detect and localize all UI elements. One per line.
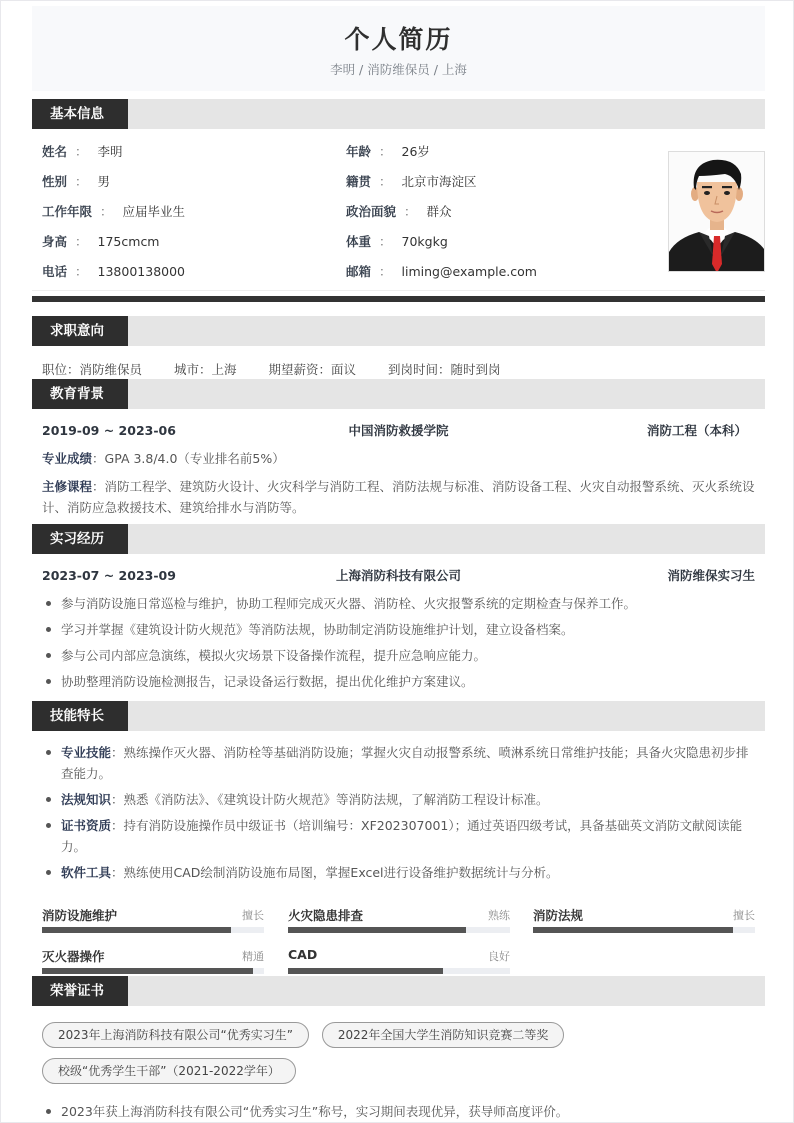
skill-bar-track [533, 927, 755, 933]
info-label: 工作年限 [42, 204, 93, 219]
skills-list [42, 742, 755, 888]
info-value: 群众 [426, 204, 452, 219]
education-school: 中国消防救援学院 [348, 423, 449, 438]
job-intent-row [42, 360, 529, 378]
skill-bar-name: 灭火器操作 [42, 949, 105, 964]
colon: ： [379, 234, 392, 249]
honor-chips [42, 1022, 755, 1094]
skill-bar-fill [288, 927, 466, 933]
info-label: 姓名 [42, 144, 68, 159]
skill-bar-level: 精通 [242, 950, 264, 963]
avatar-photo [668, 151, 765, 272]
skill-bar-fill [42, 927, 231, 933]
info-value: 26岁 [401, 144, 430, 159]
info-name [42, 144, 123, 160]
colon: ： [100, 204, 113, 219]
info-political-status [346, 204, 452, 220]
colon: ： [75, 234, 88, 249]
info-label: 身高 [42, 234, 68, 249]
internship-company: 上海消防科技有限公司 [335, 568, 461, 583]
page-subtitle: 李明 / 消防维保员 / 上海 [330, 62, 467, 77]
info-hometown [346, 174, 477, 190]
info-gender [42, 174, 110, 190]
section-title: 求职意向 [32, 316, 128, 346]
intent-start-time: 到岗时间：随时到岗 [388, 362, 501, 377]
section-title: 荣誉证书 [32, 976, 128, 1006]
skill-bar-track [288, 927, 510, 933]
skill-bar-fill [288, 968, 443, 974]
skill-text: ：持有消防设施操作员中级证书（培训编号：XF202307001）；通过英语四级考试，具备基础英文消防文献阅读能力。 [61, 818, 743, 854]
info-value: liming@example.com [401, 264, 537, 279]
skill-bar-fire-facility-maintenance [42, 906, 264, 946]
courses-value: ：消防工程学、建筑防火设计、火灾科学与消防工程、消防法规与标准、消防设备工程、火灾自动报警系统、灭火系统设计、消防应急救援技术、建筑给排水与消防等。 [42, 479, 755, 515]
education-grade [42, 448, 755, 469]
skill-bar-name: CAD [288, 947, 318, 962]
info-value: 70kgkg [401, 234, 448, 249]
skill-label: 软件工具 [61, 865, 112, 880]
info-label: 电话 [42, 264, 68, 279]
skill-bar-fire-regulations [533, 906, 755, 946]
page-title: 个人简历 [344, 25, 453, 54]
skill-bar-level: 良好 [488, 950, 510, 963]
skill-text: ：熟练操作灭火器、消防栓等基础消防设施；掌握火灾自动报警系统、喷淋系统日常维护技能；具备火灾隐患初步排查能力。 [61, 745, 749, 781]
skill-text: ：熟练使用CAD绘制消防设施布局图，掌握Excel进行设备维护数据统计与分析。 [111, 865, 559, 880]
skill-bar-track [42, 968, 264, 974]
list-item: 协助整理消防设施检测报告，记录设备运行数据，提出优化维护方案建议。 [42, 671, 755, 692]
colon: ： [75, 264, 88, 279]
info-value: 13800138000 [97, 264, 186, 279]
colon: ： [379, 144, 392, 159]
skill-label: 法规知识 [61, 792, 112, 807]
honors-list [42, 1101, 755, 1123]
info-label: 年龄 [346, 144, 372, 159]
skill-bar-name: 消防法规 [533, 908, 584, 923]
skill-bar-name: 消防设施维护 [42, 908, 118, 923]
intent-position: 职位：消防维保员 [42, 362, 143, 377]
skill-text: ：熟悉《消防法》、《建筑设计防火规范》等消防法规，了解消防工程设计标准。 [111, 792, 549, 807]
section-header-job-intent [32, 316, 765, 346]
info-email [346, 264, 537, 280]
person-avatar-icon [669, 152, 765, 272]
info-weight [346, 234, 448, 250]
grade-label: 专业成绩 [42, 451, 93, 466]
skill-bar-level: 擅长 [733, 909, 755, 922]
list-item [42, 789, 755, 810]
list-item [42, 742, 755, 784]
internship-role: 消防维保实习生 [667, 568, 755, 583]
section-header-education [32, 379, 765, 409]
colon: ： [379, 174, 392, 189]
education-courses [42, 476, 755, 518]
section-title: 教育背景 [32, 379, 128, 409]
courses-label: 主修课程 [42, 479, 93, 494]
colon: ： [75, 174, 88, 189]
list-item: 学习并掌握《建筑设计防火规范》等消防法规，协助制定消防设施维护计划，建立设备档案。 [42, 619, 755, 640]
education-period: 2019-09 ~ 2023-06 [42, 423, 176, 438]
info-value: 应届毕业生 [122, 204, 186, 219]
info-label: 政治面貌 [346, 204, 397, 219]
colon: ： [404, 204, 417, 219]
education-major: 消防工程（本科） [646, 423, 747, 438]
internship-duties [42, 593, 755, 697]
info-work-years [42, 204, 185, 220]
section-title: 技能特长 [32, 701, 128, 731]
skill-label: 专业技能 [61, 745, 112, 760]
honor-chip: 校级“优秀学生干部”（2021-2022学年） [42, 1058, 296, 1084]
internship-period: 2023-07 ~ 2023-09 [42, 568, 176, 583]
internship-summary-row [42, 568, 755, 584]
skill-bar-fill [533, 927, 733, 933]
education-summary-row [42, 423, 755, 439]
info-phone [42, 264, 185, 280]
info-age [346, 144, 430, 160]
info-label: 性别 [42, 174, 68, 189]
honor-chip: 2023年上海消防科技有限公司“优秀实习生” [42, 1022, 309, 1048]
divider [32, 290, 765, 291]
info-value: 男 [97, 174, 111, 189]
skill-bar-track [42, 927, 264, 933]
skill-bar-level: 擅长 [242, 909, 264, 922]
info-value: 李明 [97, 144, 123, 159]
section-header-basic-info [32, 99, 765, 129]
resume-header [32, 6, 765, 91]
divider-thick [32, 296, 765, 302]
skill-bar-fill [42, 968, 253, 974]
info-label: 邮箱 [346, 264, 372, 279]
section-header-skills [32, 701, 765, 731]
skill-bar-name: 火灾隐患排查 [288, 908, 364, 923]
info-label: 籍贯 [346, 174, 372, 189]
grade-value: ：GPA 3.8/4.0（专业排名前5%） [92, 451, 285, 466]
list-item: 参与公司内部应急演练，模拟火灾场景下设备操作流程，提升应急响应能力。 [42, 645, 755, 666]
list-item: 参与消防设施日常巡检与维护，协助工程师完成灭火器、消防栓、火灾报警系统的定期检查与保养工作。 [42, 593, 755, 614]
intent-salary: 期望薪资：面议 [268, 362, 357, 377]
info-value: 175cmcm [97, 234, 160, 249]
list-item [42, 862, 755, 883]
list-item: 2023年获上海消防科技有限公司“优秀实习生”称号，实习期间表现优异，获导师高度评价。 [42, 1101, 755, 1122]
info-height [42, 234, 160, 250]
section-header-internship [32, 524, 765, 554]
section-title: 实习经历 [32, 524, 128, 554]
info-label: 体重 [346, 234, 372, 249]
colon: ： [75, 144, 88, 159]
section-header-honors [32, 976, 765, 1006]
skill-bar-track [288, 968, 510, 974]
colon: ： [379, 264, 392, 279]
skill-label: 证书资质 [61, 818, 112, 833]
intent-city: 城市：上海 [174, 362, 237, 377]
section-title: 基本信息 [32, 99, 128, 129]
skill-bar-fire-hazard-inspection [288, 906, 510, 946]
honor-chip: 2022年全国大学生消防知识竞赛二等奖 [322, 1022, 565, 1048]
list-item [42, 815, 755, 857]
skill-bar-level: 熟练 [488, 909, 510, 922]
info-value: 北京市海淀区 [401, 174, 477, 189]
